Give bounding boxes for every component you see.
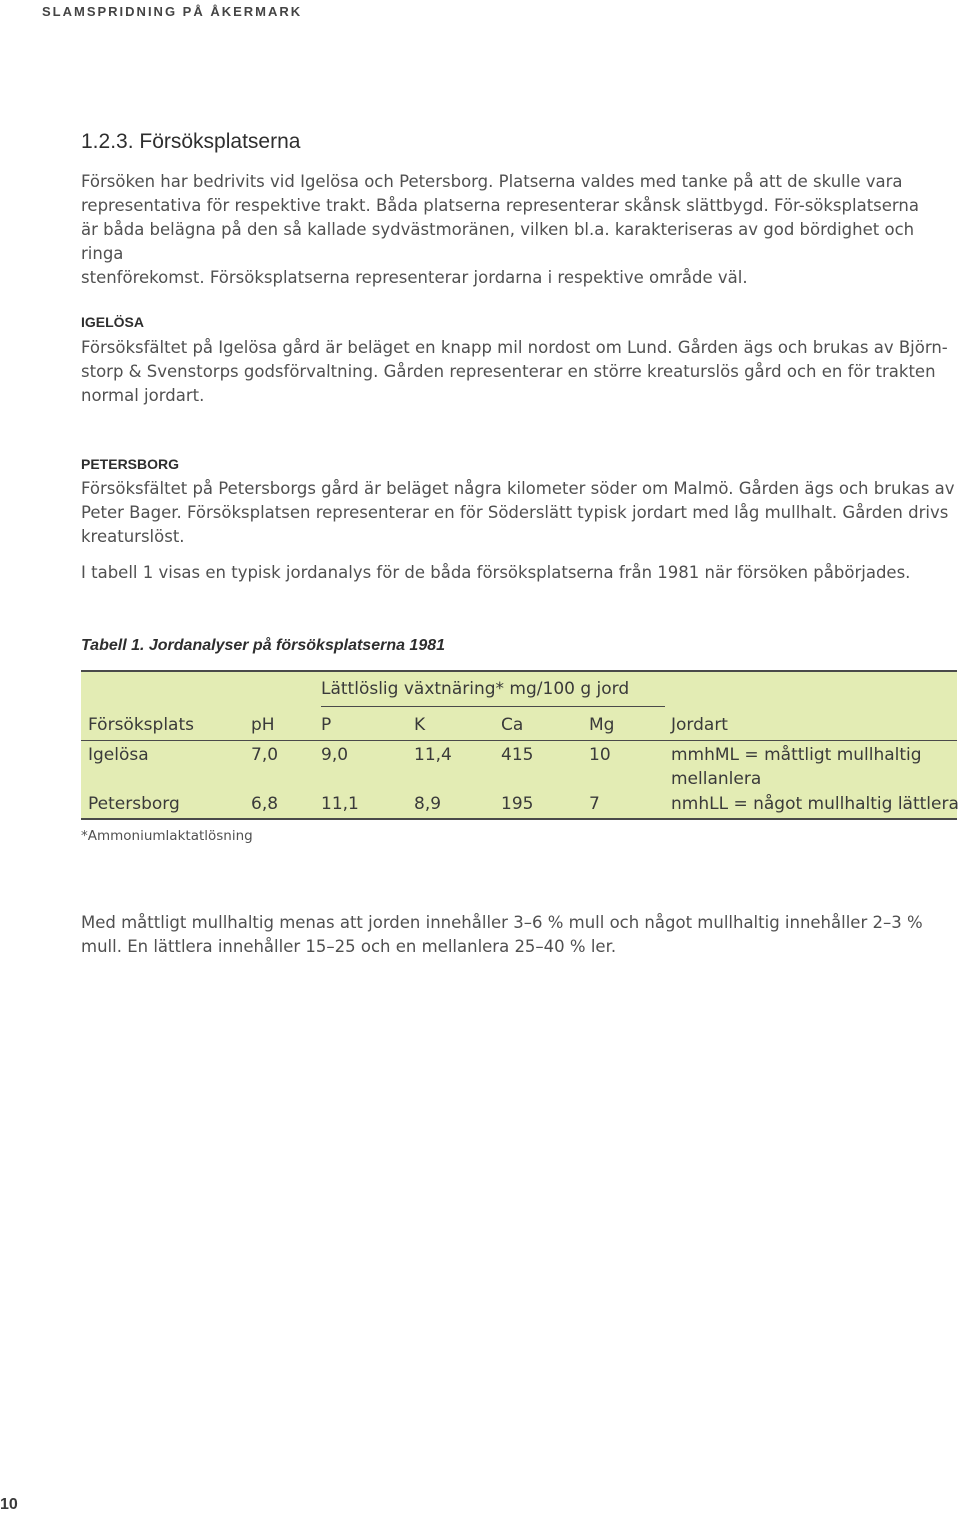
intro-line: representativa för respektive trakt. Båda platserna representerar skånsk slättbygd. För-söksplatserna	[81, 196, 919, 215]
intro-paragraph	[81, 170, 960, 290]
column-header-k: K	[414, 715, 426, 735]
igelosa-paragraph	[81, 336, 960, 408]
closing-line: mull. En lättlera innehåller 15–25 och en mellanlera 25–40 % ler.	[81, 937, 617, 956]
table-caption: Tabell 1. Jordanalyser på försöksplatserna 1981	[81, 637, 446, 654]
row-igelosa-ca: 415	[501, 745, 534, 765]
petersborg-line: Peter Bager. Försöksplatsen representerar en för Söderslätt typisk jordart med låg mullhalt. Gården drivs	[81, 503, 949, 522]
row-igelosa-soil-type: mmhML = måttligt mullhaltig	[671, 745, 922, 765]
page-number: 10	[0, 1496, 18, 1513]
column-header-soil-type: Jordart	[671, 715, 728, 735]
petersborg-line: kreaturslöst.	[81, 527, 185, 546]
igelosa-heading: IGELÖSA	[81, 314, 145, 330]
row-igelosa-mg: 10	[589, 745, 611, 765]
column-header-ca: Ca	[501, 715, 524, 735]
row-igelosa-site: Igelösa	[88, 745, 149, 765]
column-header-p: P	[321, 715, 332, 735]
row-petersborg-ph: 6,8	[251, 794, 279, 814]
group-header: Lättlöslig växtnäring* mg/100 g jord	[321, 679, 630, 699]
running-head: SLAMSPRIDNING PÅ ÅKERMARK	[42, 4, 303, 19]
row-petersborg-soil-type: nmhLL = något mullhaltig lättlera	[671, 794, 959, 814]
row-petersborg-ca: 195	[501, 794, 534, 814]
table-intro: I tabell 1 visas en typisk jordanalys för de båda försöksplatserna från 1981 när försöken påbörjades.	[81, 563, 911, 582]
column-header-site: Försöksplats	[88, 715, 194, 735]
petersborg-heading: PETERSBORG	[81, 456, 180, 472]
row-igelosa-soil-type-cont: mellanlera	[671, 769, 762, 789]
intro-line: stenförekomst. Försöksplatserna representerar jordarna i respektive område väl.	[81, 268, 748, 287]
petersborg-paragraph	[81, 477, 960, 549]
row-petersborg-site: Petersborg	[88, 794, 180, 814]
intro-line: är båda belägna på den så kallade sydvästmoränen, vilken bl.a. karakteriseras av god bördighet och ringa	[81, 220, 915, 263]
header-rule	[81, 740, 957, 741]
row-petersborg-mg: 7	[589, 794, 600, 814]
closing-line: Med måttligt mullhaltig menas att jorden innehåller 3–6 % mull och något mullhaltig innehåller 2–3 %	[81, 913, 923, 932]
section-title: 1.2.3. Försöksplatserna	[81, 130, 301, 153]
closing-paragraph	[81, 911, 960, 959]
soil-analysis-table	[81, 670, 957, 820]
petersborg-line: Försöksfältet på Petersborgs gård är beläget några kilometer söder om Malmö. Gården ägs och brukas av	[81, 479, 955, 498]
column-header-ph: pH	[251, 715, 275, 735]
row-igelosa-ph: 7,0	[251, 745, 279, 765]
group-header-rule	[321, 706, 665, 707]
row-petersborg-p: 11,1	[321, 794, 359, 814]
row-igelosa-k: 11,4	[414, 745, 452, 765]
igelosa-line: Försöksfältet på Igelösa gård är beläget en knapp mil nordost om Lund. Gården ägs och brukas av Björn-	[81, 338, 948, 357]
igelosa-line: normal jordart.	[81, 386, 205, 405]
igelosa-line: storp & Svenstorps godsförvaltning. Gården representerar en större kreaturslös gård och en för trakten	[81, 362, 936, 381]
intro-line: Försöken har bedrivits vid Igelösa och Petersborg. Platserna valdes med tanke på att de skulle vara	[81, 172, 903, 191]
table-footnote: *Ammoniumlaktatlösning	[81, 828, 253, 844]
row-petersborg-k: 8,9	[414, 794, 442, 814]
row-igelosa-p: 9,0	[321, 745, 349, 765]
column-header-mg: Mg	[589, 715, 615, 735]
